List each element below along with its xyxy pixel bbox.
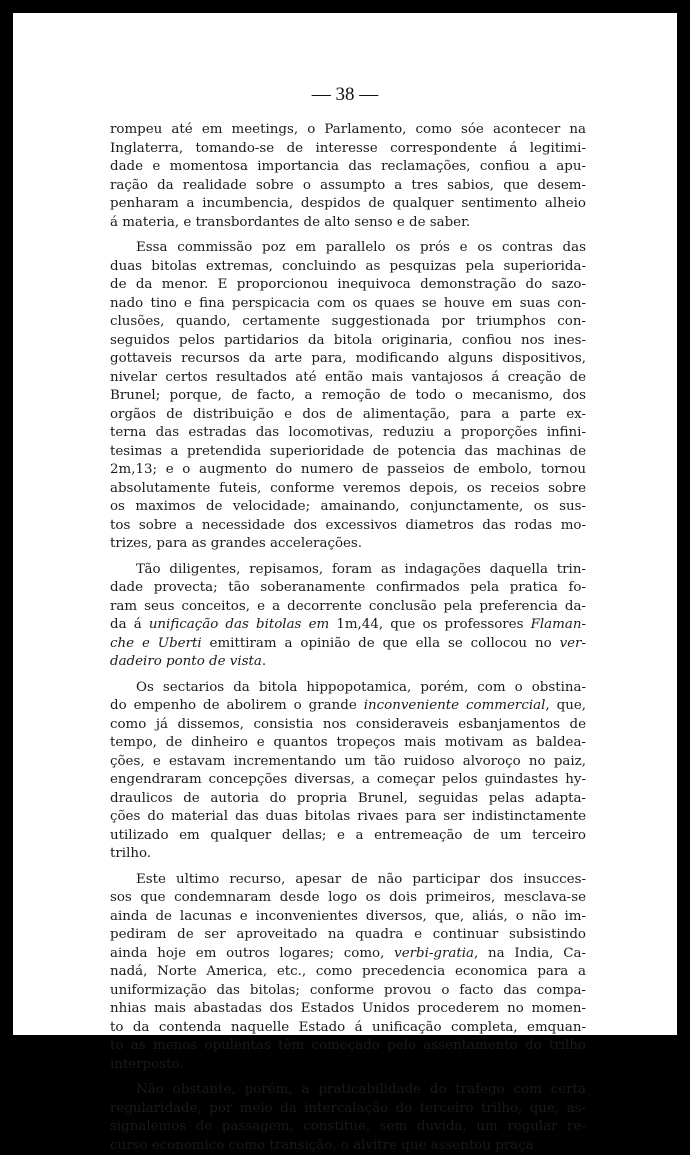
text-line: uniformização das bitolas; conforme provou o facto das compa- [110,982,586,1001]
text-line: seguidos pelos partidarios da bitola originaria, confiou nos ines- [110,332,586,351]
text-line: Inglaterra, tomando-se de interesse correspondente á legitimi- [110,140,586,159]
text-line: trizes, para as grandes accelerações. [110,535,586,554]
text-line: gottaveis recursos da arte para, modificando alguns dispositivos, [110,350,586,369]
paragraph [110,239,586,554]
text-line: Essa commissão poz em parallelo os prós e os contras das [110,239,586,258]
page-number: — 38 — [13,84,677,106]
text-line: orgãos de distribuição e dos de alimentação, para a parte ex- [110,406,586,425]
text-line: Brunel; porque, de facto, a remoção de todo o mecanismo, dos [110,387,586,406]
text-line: tos sobre a necessidade dos excessivos diametros das rodas mo- [110,517,586,536]
text-line: penharam a incumbencia, despidos de qualquer sentimento alheio [110,195,586,214]
italic-phrase: ver- [560,636,586,651]
text-line: regularidade, por meio da intercalação do terceiro trilho, que, as- [110,1100,586,1119]
text-line: ções, e estavam incrementando um tão ruidoso alvoroço no paiz, [110,753,586,772]
text-line: draulicos de autoria do propria Brunel, seguidas pelas adapta- [110,790,586,809]
paragraph-gap [110,672,586,679]
text-line: Os sectarios da bitola hippopotamica, porém, com o obstina- [110,679,586,698]
text-line: utilizado em qualquer dellas; e a entremeação de um terceiro [110,827,586,846]
text-line: nhias mais abastadas dos Estados Unidos procederem no momen- [110,1000,586,1019]
text-line: clusões, quando, certamente suggestionada por triumphos con- [110,313,586,332]
paragraph [110,871,586,1075]
paragraph [110,679,586,864]
text-line: nivelar certos resultados até então mais vantajosos á creação de [110,369,586,388]
text-line: os maximos de velocidade; amainando, conjunctamente, os sus- [110,498,586,517]
text-line: como já dissemos, consistia nos consideraveis esbanjamentos de [110,716,586,735]
text-line: ainda hoje em outros logares; como, verbi-gratia, na India, Ca- [110,945,586,964]
text-line: á materia, e transbordantes de alto senso e de saber. [110,214,586,233]
text-line: ração da realidade sobre o assumpto a tres sabios, que desem- [110,177,586,196]
text-line: to as menos opulentas têm começado pelo assentamento do trilho [110,1037,586,1056]
text-line: absolutamente futeis, conforme veremos depois, os receios sobre [110,480,586,499]
text-line: ainda de lacunas e inconvenientes diversos, que, aliás, o não im- [110,908,586,927]
text-line: engendraram concepções diversas, a começar pelos guindastes hy- [110,771,586,790]
text-line: Tão diligentes, repisamos, foram as indagações daquella trin- [110,561,586,580]
text-line: che e Uberti emittiram a opinião de que ella se collocou no ver- [110,635,586,654]
paragraph-gap [110,232,586,239]
document-page [13,13,677,1035]
text-line: dade e momentosa importancia das reclamações, confiou a apu- [110,158,586,177]
text-line: trilho. [110,845,586,864]
paragraph-gap [110,554,586,561]
text-line: Não obstante, porém, a praticabilidade do trafego com certa [110,1081,586,1100]
text-line: dade provecta; tão soberanamente confirmados pela pratica fo- [110,579,586,598]
text-line: ram seus conceitos, e a decorrente conclusão pela preferencia da- [110,598,586,617]
text-line: de da menor. E proporcionou inequivoca demonstração do sazo- [110,276,586,295]
italic-phrase: verbi-gratia [394,946,474,961]
paragraph [110,561,586,672]
paragraph [110,121,586,232]
paragraph-gap [110,1074,586,1081]
text-line: tempo, de dinheiro e quantos tropeços mais motivam as baldea- [110,734,586,753]
text-line: to da contenda naquelle Estado á unificação completa, emquan- [110,1019,586,1038]
italic-phrase: Flaman- [531,617,586,632]
text-line: nado tino e fina perspicacia com os quaes se houve em suas con- [110,295,586,314]
text-line: nadá, Norte America, etc., como precedencia economica para a [110,963,586,982]
text-line: tesimas a pretendida superioridade de potencia das machinas de [110,443,586,462]
text-line: sos que condemnaram desde logo os dois primeiros, mesclava-se [110,889,586,908]
text-line: signalemos de passagem, constitue, sem duvida, um regular re- [110,1118,586,1137]
paragraph [110,1081,586,1155]
text-line: 2m,13; e o augmento do numero de passeios de embolo, tornou [110,461,586,480]
italic-phrase: inconveniente commercial [364,698,546,713]
text-line: da á unificação das bitolas em 1m,44, que os professores Flaman- [110,616,586,635]
text-line: interposto. [110,1056,586,1075]
italic-phrase: unificação das bitolas em [149,617,329,632]
text-line: pediram de ser aproveitado na quadra e continuar subsistindo [110,926,586,945]
text-line: curso economico como transição, o alvitre que assentou praça [110,1137,586,1155]
text-line: rompeu até em meetings, o Parlamento, como sóe acontecer na [110,121,586,140]
text-line: do empenho de abolirem o grande inconveniente commercial, que, [110,697,586,716]
text-line: ções do material das duas bitolas rivaes para ser indistinctamente [110,808,586,827]
text-line: Este ultimo recurso, apesar de não participar dos insucces- [110,871,586,890]
text-line: terna das estradas das locomotivas, reduziu a proporções infini- [110,424,586,443]
italic-phrase: dadeiro ponto de vista [110,654,262,669]
paragraph-gap [110,864,586,871]
body-text [110,121,586,1155]
italic-phrase: che e Uberti [110,636,202,651]
text-line: duas bitolas extremas, concluindo as pesquizas pela superiorida- [110,258,586,277]
text-line: dadeiro ponto de vista. [110,653,586,672]
